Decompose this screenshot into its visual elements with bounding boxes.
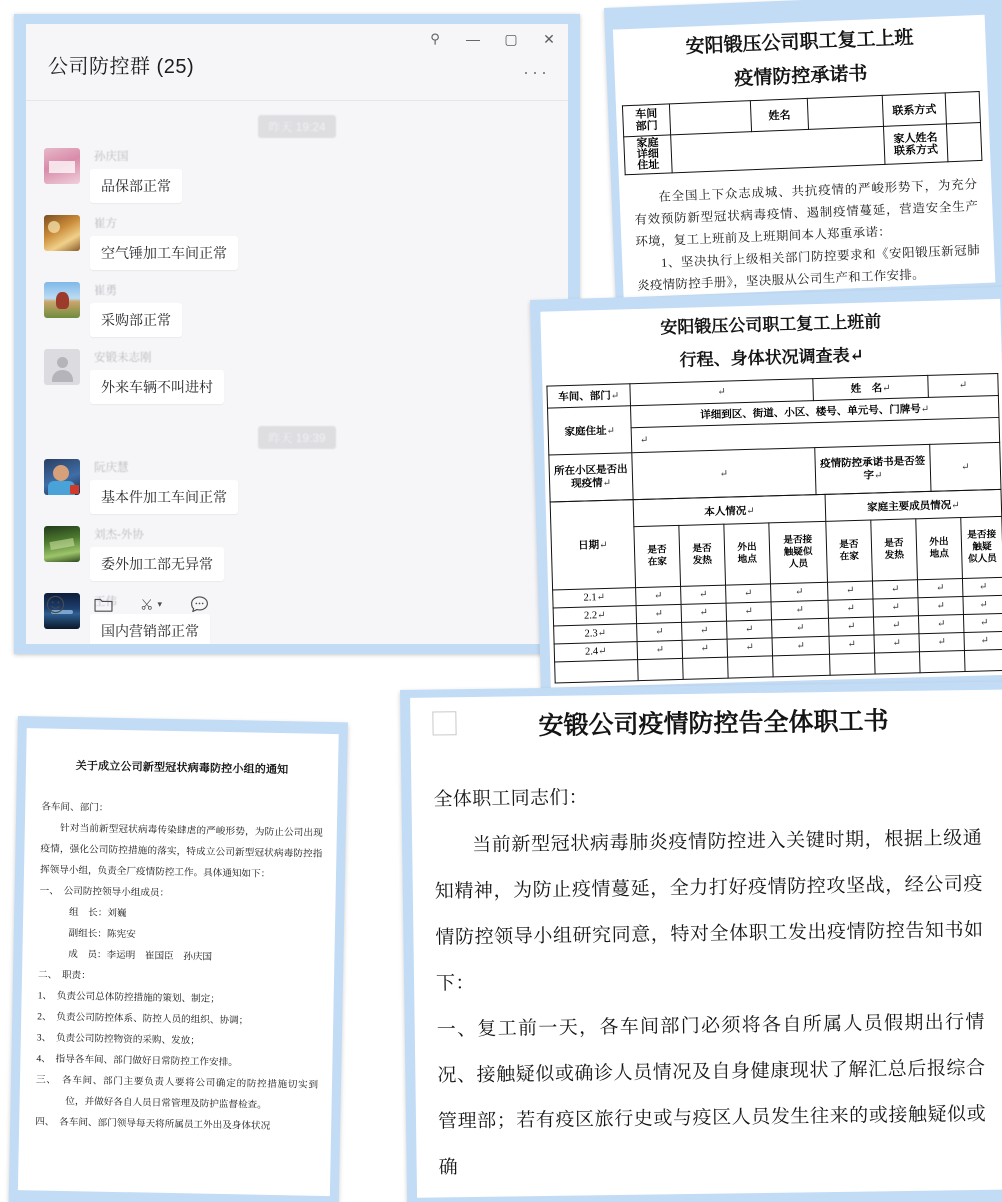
cell-entry[interactable]: ↵ bbox=[829, 635, 874, 654]
cell-family-group-header: 家庭主要成员情况↵ bbox=[825, 489, 1002, 521]
cell-entry[interactable]: ↵ bbox=[772, 618, 829, 638]
list-item: 副组长：陈宪安 bbox=[68, 928, 136, 941]
doc-title-line2: 行程、身体状况调查表↵ bbox=[679, 345, 865, 370]
cell-entry[interactable]: ↵ bbox=[963, 595, 1002, 614]
cell-entry[interactable]: ↵ bbox=[772, 636, 829, 656]
cell-blank bbox=[671, 126, 885, 173]
cell-self-contact: 是否接 触疑似 人员 bbox=[769, 521, 828, 584]
cell-entry[interactable]: ↵ bbox=[917, 579, 962, 598]
sender-name: 孙庆国 bbox=[94, 151, 129, 163]
cell-self-group-header: 本人情况↵ bbox=[633, 494, 826, 526]
cell-name-label: 姓 名↵ bbox=[813, 375, 929, 400]
section-heading: 四、 各车间、部门领导每天将所属员工外出及身体状况 bbox=[35, 1116, 271, 1132]
cell-entry[interactable] bbox=[638, 658, 684, 680]
avatar[interactable] bbox=[44, 459, 80, 495]
message-item bbox=[44, 148, 568, 203]
cell-date bbox=[555, 660, 639, 683]
cell-entry[interactable]: ↵ bbox=[681, 585, 726, 604]
cell-blank bbox=[669, 101, 751, 135]
sender-name: 崔方 bbox=[94, 218, 117, 230]
cell-date: 2.1↵ bbox=[553, 588, 636, 608]
checkbox-placeholder bbox=[432, 711, 456, 735]
sender-name: 安锻未志刚 bbox=[94, 352, 152, 364]
cell-blank bbox=[807, 95, 883, 129]
paragraph: 当前新型冠状病毒肺炎疫情防控进入关键时期，根据上级通知精神，为防止疫情蔓延，全力打好疫情防控攻坚战，经公司疫情防控领导小组研究同意，特对全体职工发出疫情防控告知书如下： bbox=[434, 827, 984, 995]
cell-address-blank: ↵ bbox=[631, 417, 1000, 452]
salutation: 全体职工同志们： bbox=[433, 787, 589, 811]
cell-entry[interactable] bbox=[830, 653, 876, 675]
cell-entry[interactable]: ↵ bbox=[636, 604, 681, 623]
cell-signed-label: 疫情防控承诺书是否签字↵ bbox=[815, 444, 931, 494]
document-prevention-group-notice-panel bbox=[9, 716, 348, 1202]
paragraph: 针对当前新型冠状病毒传染肆虐的严峻形势，为防止公司出现疫情，强化公司防控措施的落实，特成立公司新型冠状病毒防控指挥领导小组，负责全厂疫情防控工作。具体通知如下： bbox=[39, 822, 323, 880]
window-controls bbox=[426, 30, 558, 48]
cell-self-at-home: 是否 在家 bbox=[634, 525, 681, 587]
cell-entry[interactable]: ↵ bbox=[681, 603, 726, 622]
cell-entry[interactable]: ↵ bbox=[727, 638, 772, 657]
emoji-icon[interactable] bbox=[44, 593, 66, 615]
document-commitment-letter-panel bbox=[604, 0, 1002, 313]
section-heading: 三、 各车间、部门主要负责人要将公司确定的防控措施切实到位，并做好各自人员日常管理及防护监督检查。 bbox=[35, 1074, 319, 1111]
cell-home-address: 家庭 详细 住址 bbox=[624, 135, 672, 175]
document-page bbox=[540, 299, 1002, 688]
list-item: 1、 负责公司总体防控措施的策划、制定； bbox=[37, 990, 220, 1005]
cell-entry[interactable]: ↵ bbox=[726, 584, 771, 603]
doc-body bbox=[633, 173, 981, 297]
cell-entry[interactable]: ↵ bbox=[964, 631, 1002, 650]
cell-entry[interactable]: ↵ bbox=[726, 602, 771, 621]
cell-entry[interactable]: ↵ bbox=[918, 597, 963, 616]
avatar[interactable] bbox=[44, 526, 80, 562]
cell-entry[interactable]: ↵ bbox=[918, 615, 963, 634]
document-page bbox=[613, 15, 995, 298]
cell-self-location: 外出 地点 bbox=[724, 523, 771, 585]
doc-title-line1: 安阳锻压公司职工复工上班前 bbox=[660, 312, 882, 338]
list-item: 4、 指导各车间、部门做好日常防控工作安排。 bbox=[36, 1053, 238, 1069]
cell-address-note: 详细到区、街道、小区、楼号、单元号、门牌号↵ bbox=[630, 395, 998, 427]
cell-entry[interactable]: ↵ bbox=[962, 577, 1002, 596]
cell-self-fever: 是否 发热 bbox=[679, 524, 726, 586]
cell-entry[interactable]: ↵ bbox=[682, 621, 727, 640]
cell-entry[interactable]: ↵ bbox=[963, 613, 1002, 632]
survey-table bbox=[546, 373, 1001, 503]
cell-entry[interactable]: ↵ bbox=[873, 616, 918, 635]
paragraph: 1、坚决执行上级相关部门防控要求和《安阳锻压新冠肺炎疫情防控手册》，坚决服从公司生产和工作安排。 bbox=[636, 243, 981, 293]
cell-date: 2.3↵ bbox=[554, 624, 637, 644]
cell-entry[interactable] bbox=[683, 657, 729, 679]
cell-contact-label: 联系方式 bbox=[882, 93, 946, 127]
cell-date: 2.2↵ bbox=[553, 606, 636, 626]
chat-history-icon[interactable] bbox=[188, 593, 210, 615]
cell-entry[interactable]: ↵ bbox=[828, 599, 873, 618]
doc-title-line1: 安阳锻压公司职工复工上班 bbox=[685, 27, 914, 58]
cell-entry[interactable]: ↵ bbox=[829, 617, 874, 636]
chevron-down-icon[interactable]: ▾ bbox=[157, 598, 162, 609]
message-item bbox=[44, 459, 568, 514]
cell-entry[interactable]: ↵ bbox=[872, 580, 917, 599]
doc-title: 关于成立公司新型冠状病毒防控小组的通知 bbox=[75, 760, 289, 777]
daily-log-table bbox=[550, 489, 1002, 684]
cell-blank bbox=[945, 92, 980, 124]
avatar[interactable] bbox=[44, 215, 80, 251]
message-item bbox=[44, 526, 568, 581]
doc-title: 安锻公司疫情防控告全体职工书 bbox=[538, 708, 889, 741]
cell-entry[interactable]: ↵ bbox=[771, 600, 828, 620]
wechat-titlebar bbox=[26, 24, 568, 101]
pilcrow-mark: ↵ bbox=[849, 345, 865, 366]
avatar[interactable] bbox=[44, 148, 80, 184]
info-table bbox=[622, 91, 983, 175]
list-item: 3、 负责公司防控物资的采购、发放； bbox=[36, 1032, 200, 1047]
avatar-badge bbox=[70, 485, 79, 494]
pin-icon[interactable]: ⚲ bbox=[430, 31, 440, 46]
avatar[interactable] bbox=[44, 349, 80, 385]
salutation: 各车间、部门： bbox=[41, 801, 109, 814]
cell-blank: ↵ bbox=[928, 373, 999, 397]
avatar[interactable] bbox=[44, 282, 80, 318]
message-bubble[interactable]: 外来车辆不叫进村 bbox=[90, 370, 224, 404]
document-employee-notice-panel bbox=[400, 681, 1002, 1202]
cell-family-fever: 是否 发热 bbox=[871, 519, 918, 581]
cell-entry[interactable] bbox=[874, 652, 920, 674]
screenshot-scissors-icon[interactable] bbox=[140, 593, 162, 615]
timestamp-divider: 昨天 19:39 bbox=[258, 426, 335, 449]
cell-entry[interactable] bbox=[773, 654, 831, 677]
document-health-survey-panel bbox=[530, 287, 1002, 700]
message-bubble[interactable]: 采购部正常 bbox=[90, 303, 182, 337]
cell-entry[interactable]: ↵ bbox=[874, 634, 919, 653]
cell-entry[interactable]: ↵ bbox=[873, 598, 918, 617]
list-item: 成 员：李运明 崔国臣 孙庆国 bbox=[68, 949, 213, 963]
sender-name: 刘杰-外协 bbox=[94, 529, 144, 541]
doc-body bbox=[433, 770, 987, 1192]
cell-community-outbreak-label: 所在小区是否出现疫情↵ bbox=[549, 453, 633, 502]
section-heading: 二、 职责： bbox=[37, 969, 91, 982]
cell-blank: ↵ bbox=[632, 448, 816, 500]
doc-title-line2: 疫情防控承诺书 bbox=[734, 63, 868, 90]
cell-family-contact: 是否接触疑 似人员 bbox=[961, 516, 1002, 578]
sender-name: 阮庆慧 bbox=[94, 462, 129, 474]
document-page bbox=[18, 728, 339, 1196]
minimize-icon[interactable]: — bbox=[466, 31, 480, 47]
section-heading: 一、 公司防控领导小组成员： bbox=[39, 885, 170, 899]
cell-entry[interactable]: ↵ bbox=[827, 581, 872, 600]
message-item bbox=[44, 215, 568, 270]
cell-entry[interactable]: ↵ bbox=[727, 620, 772, 639]
cell-dept-label: 车间、部门↵ bbox=[547, 384, 631, 408]
cell-family-contact-label: 家人姓名 联系方式 bbox=[883, 124, 947, 164]
message-bubble[interactable]: 委外加工部无异常 bbox=[90, 547, 224, 581]
cell-family-at-home: 是否 在家 bbox=[826, 520, 873, 582]
maximize-icon[interactable]: ▢ bbox=[504, 31, 518, 47]
message-bubble[interactable]: 空气锤加工车间正常 bbox=[90, 236, 238, 270]
sender-name: 崔勇 bbox=[94, 285, 117, 297]
cell-entry[interactable] bbox=[919, 651, 965, 673]
cell-name-label: 姓名 bbox=[750, 98, 808, 131]
cell-blank bbox=[946, 122, 981, 161]
sender-name: 王伟 bbox=[94, 596, 117, 608]
chat-title: 公司防控群 (25) bbox=[48, 56, 195, 78]
cell-entry[interactable] bbox=[728, 656, 774, 678]
wechat-window bbox=[26, 24, 568, 644]
paragraph: 一、复工前一天，各车间部门必须将各自所属人员假期出行情况、接触疑似或确诊人员情况及自身健康现状了解汇总后报综合管理部；若有疫区旅行史或与疫区人员发生往来的或接触疑似或确 bbox=[436, 1011, 987, 1179]
cell-entry[interactable]: ↵ bbox=[682, 639, 727, 658]
message-item bbox=[44, 282, 568, 337]
cell-entry[interactable]: ↵ bbox=[636, 586, 681, 605]
list-item: 组 长：刘巍 bbox=[68, 907, 127, 920]
wechat-window-panel bbox=[14, 14, 580, 654]
cell-blank: ↵ bbox=[930, 442, 1001, 491]
close-icon[interactable]: ✕ bbox=[543, 31, 555, 47]
chat-message-list[interactable] bbox=[26, 115, 568, 644]
doc-body bbox=[35, 796, 323, 1137]
cell-entry[interactable]: ↵ bbox=[637, 622, 682, 641]
cell-family-location: 外出 地点 bbox=[916, 518, 963, 580]
cell-entry[interactable] bbox=[964, 649, 1002, 671]
message-bubble[interactable]: 国内营销部正常 bbox=[90, 614, 210, 644]
cell-blank: ↵ bbox=[630, 379, 814, 406]
cell-workshop-dept: 车间 部门 bbox=[622, 104, 670, 137]
cell-entry[interactable]: ↵ bbox=[919, 633, 964, 652]
list-item: 2、 负责公司防控体系、防控人员的组织、协调； bbox=[37, 1011, 249, 1027]
cell-date-header: 日期↵ bbox=[550, 500, 635, 590]
more-options-button[interactable]: ··· bbox=[523, 62, 550, 82]
timestamp-divider: 昨天 19:24 bbox=[258, 115, 335, 138]
cell-entry[interactable]: ↵ bbox=[637, 640, 682, 659]
document-page bbox=[410, 690, 1002, 1198]
paragraph: 在全国上下众志成城、共抗疫情的严峻形势下，为充分有效预防新型冠状病毒疫情、遏制疫情蔓延，营造安全生产环境，复工上班前及上班期间本人郑重承诺： bbox=[634, 177, 979, 249]
cell-date: 2.4↵ bbox=[554, 642, 637, 662]
composer-toolbar bbox=[44, 593, 210, 615]
message-bubble[interactable]: 基本件加工车间正常 bbox=[90, 480, 238, 514]
cell-address-label: 家庭住址↵ bbox=[548, 406, 632, 455]
cell-entry[interactable]: ↵ bbox=[771, 582, 828, 602]
message-bubble[interactable]: 品保部正常 bbox=[90, 169, 182, 203]
message-item bbox=[44, 349, 568, 404]
folder-icon[interactable] bbox=[92, 593, 114, 615]
